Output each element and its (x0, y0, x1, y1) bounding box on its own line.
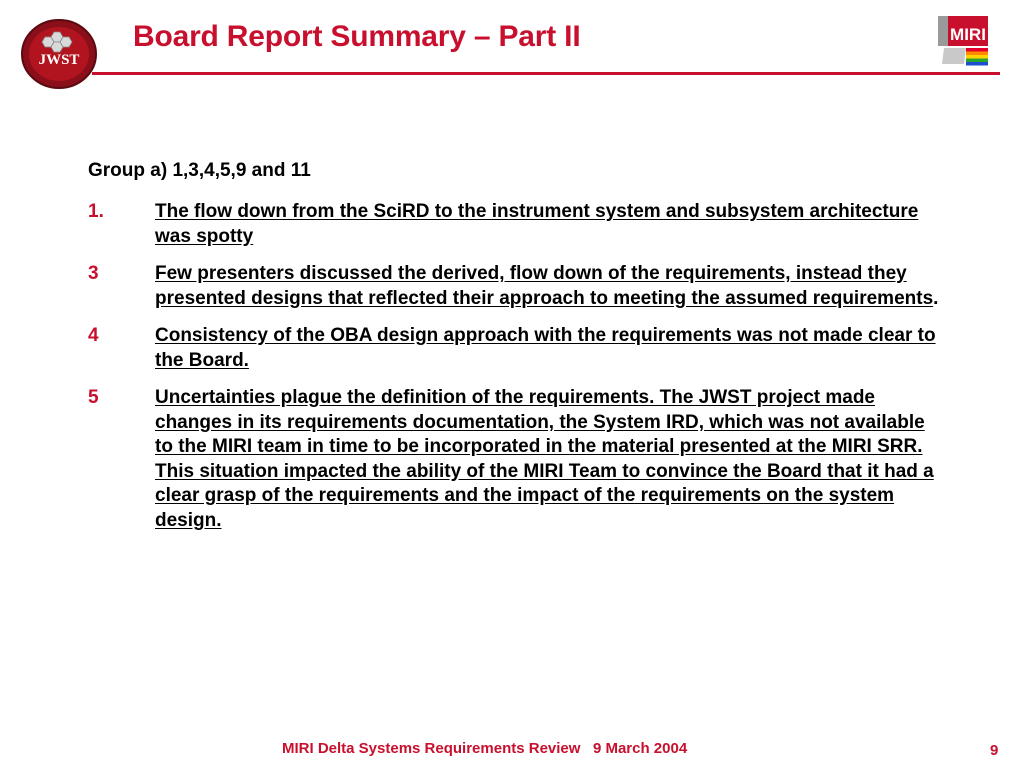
item-number: 1. (88, 201, 104, 222)
item-text (155, 200, 945, 249)
item-number: 3 (88, 263, 99, 284)
title-divider (92, 72, 1000, 75)
list-item-3 (88, 262, 948, 311)
miri-logo-text: MIRI (950, 25, 986, 44)
miri-logo-icon (936, 14, 992, 68)
jwst-logo-icon (20, 18, 98, 90)
item-number: 4 (88, 325, 99, 346)
item-text (155, 386, 945, 533)
item-text-underlined: Few presenters discussed the derived, flow down of the requirements, instead they presented designs that reflected their approach to meeting the assumed requirements (155, 263, 934, 309)
page-number: 9 (990, 742, 999, 759)
item-text-underlined: Uncertainties plague the definition of the requirements. The JWST project made changes in its requirements documentation, the System IRD, which was not available to the MIRI team in time to be incorporated in the material presented at the MIRI SRR. This situation impacted the ability of the MIRI Team to convince the Board that it had a clear grasp of the requirements and the impact of the requirements on the system design. (155, 387, 934, 531)
item-number: 5 (88, 387, 99, 408)
list-item-4 (88, 324, 948, 373)
item-text (155, 262, 945, 311)
item-text-underlined: The flow down from the SciRD to the instrument system and subsystem architecture was spotty (155, 201, 919, 247)
slide-title: Board Report Summary – Part II (133, 20, 581, 53)
list-item-1 (88, 200, 948, 249)
jwst-logo-text: JWST (38, 52, 80, 68)
group-heading: Group a) 1,3,4,5,9 and 11 (88, 160, 311, 181)
list-item-5 (88, 386, 948, 533)
item-text (155, 324, 945, 373)
footer-text: MIRI Delta Systems Requirements Review 9 March 2004 (282, 740, 688, 757)
item-text-suffix: . (933, 287, 939, 309)
item-text-underlined: Consistency of the OBA design approach with the requirements was not made clear to the Board. (155, 325, 936, 371)
requirements-list (88, 200, 948, 546)
